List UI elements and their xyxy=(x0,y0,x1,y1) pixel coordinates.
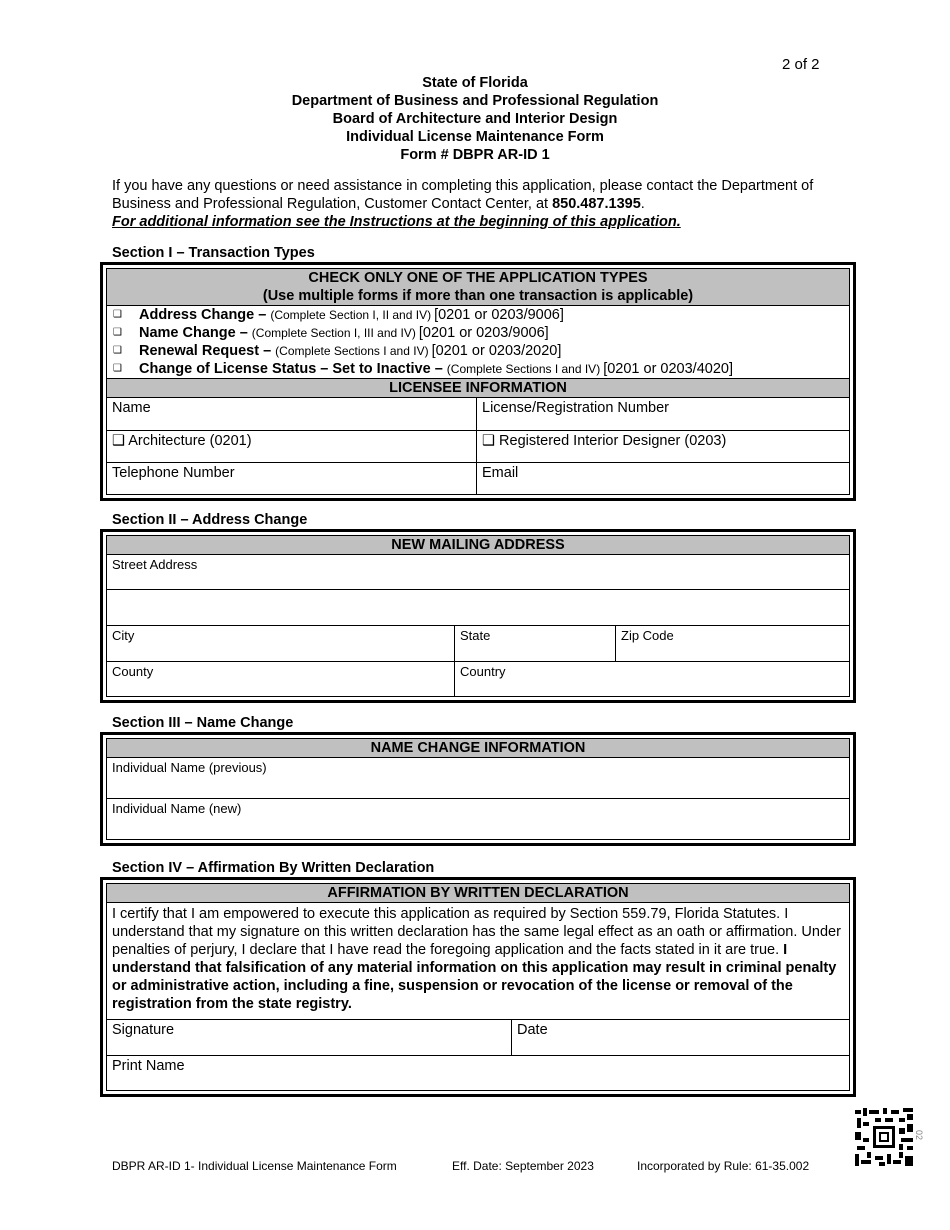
telephone-field[interactable]: Telephone Number xyxy=(112,465,235,481)
affirmation-band: AFFIRMATION BY WRITTEN DECLARATION xyxy=(107,884,849,903)
footer-effective-date: Eff. Date: September 2023 xyxy=(452,1159,594,1173)
type-renewal-request[interactable]: ❑ Renewal Request – (Complete Sections I and IV) [0201 or 0203/2020] xyxy=(113,343,562,359)
print-name-field[interactable]: Print Name xyxy=(112,1058,185,1074)
licensee-row-3 xyxy=(107,463,849,494)
county-field[interactable]: County xyxy=(112,664,154,679)
intro-text: If you have any questions or need assistance in completing this application, please contact the Department of Business and Professional Regulation, Customer Contact Center, at xyxy=(112,178,814,212)
type-set-inactive[interactable]: ❑ Change of License Status – Set to Inactive – (Complete Sections I and IV) [0201 or 0203/4020] xyxy=(113,361,733,377)
street-address-line2-field[interactable] xyxy=(107,590,849,625)
state-field[interactable]: State xyxy=(454,626,615,661)
street-address-field[interactable]: Street Address xyxy=(112,557,198,572)
barcode-icon xyxy=(855,1108,913,1166)
email-field[interactable]: Email xyxy=(476,463,849,494)
header-department: Department of Business and Professional Regulation xyxy=(291,93,659,109)
name-field[interactable]: Name xyxy=(112,400,151,416)
architecture-checkbox[interactable]: ❑ Architecture (0201) xyxy=(112,433,252,449)
form-header xyxy=(0,74,950,164)
intro-paragraph: If you have any questions or need assistance in completing this application, please contact the Department of Business and Professional Regulation, Customer Contact Center, at 850.487.1395. For additional information see the Instructions at the beginning of this application. xyxy=(112,178,814,230)
section4-label: Section IV – Affirmation By Written Declaration xyxy=(112,860,435,876)
licensee-info-band: LICENSEE INFORMATION xyxy=(107,379,849,398)
date-field[interactable]: Date xyxy=(511,1020,849,1055)
new-name-field[interactable]: Individual Name (new) xyxy=(112,801,242,816)
type-name-change[interactable]: ❑ Name Change – (Complete Section I, III and IV) [0201 or 0203/9006] xyxy=(113,325,549,341)
affirmation-text: I certify that I am empowered to execute this application as required by Section 559.79, Florida Statutes. I understand that my signature on this written declaration has the same legal effect as an oath or affirmation. Under penalties of perjury, I declare that I have read the foregoing application and the facts stated in it are true. I understand that falsification of any material information on this application may result in criminal penalty or administrative action, including a fine, suspension or revocation of the license or removal of the registration from the state registry. xyxy=(107,903,849,1020)
checkbox-icon[interactable]: ❑ xyxy=(113,327,122,338)
section4-box xyxy=(100,877,856,1097)
section1-label: Section I – Transaction Types xyxy=(112,245,315,261)
checkbox-icon[interactable]: ❑ xyxy=(113,345,122,356)
header-board: Board of Architecture and Interior Design xyxy=(332,111,618,127)
section3-box xyxy=(100,732,856,846)
page-number: 2 of 2 xyxy=(782,56,820,73)
name-change-band: NAME CHANGE INFORMATION xyxy=(107,739,849,758)
previous-name-field[interactable]: Individual Name (previous) xyxy=(112,760,267,775)
section2-box xyxy=(100,529,856,703)
application-types-band: CHECK ONLY ONE OF THE APPLICATION TYPES (Use multiple forms if more than one transaction is applicable) xyxy=(107,269,849,306)
zip-code-field[interactable]: Zip Code xyxy=(615,626,849,661)
checkbox-icon[interactable]: ❑ xyxy=(113,363,122,374)
checkbox-icon[interactable]: ❑ xyxy=(113,309,122,320)
section1-box xyxy=(100,262,856,501)
type-address-change[interactable]: ❑ Address Change – (Complete Section I, II and IV) [0201 or 0203/9006] xyxy=(113,307,564,323)
mailing-address-band: NEW MAILING ADDRESS xyxy=(107,536,849,555)
header-state: State of Florida xyxy=(422,75,528,91)
licensee-row-2 xyxy=(107,431,849,463)
country-field[interactable]: Country xyxy=(454,662,849,696)
city-field[interactable]: City xyxy=(112,628,135,643)
license-number-field[interactable]: License/Registration Number xyxy=(476,398,849,430)
interior-designer-checkbox[interactable]: ❑ Registered Interior Designer (0203) xyxy=(476,431,849,462)
instructions-note: For additional information see the Instructions at the beginning of this application. xyxy=(112,214,681,230)
header-form-title: Individual License Maintenance Form xyxy=(346,129,604,145)
footer-rule: Incorporated by Rule: 61-35.002 xyxy=(637,1159,810,1173)
footer-form-name: DBPR AR-ID 1- Individual License Maintenance Form xyxy=(112,1159,397,1173)
contact-phone: 850.487.1395 xyxy=(552,196,641,212)
side-tag: 02 xyxy=(914,1129,925,1141)
licensee-row-1 xyxy=(107,398,849,431)
section3-label: Section III – Name Change xyxy=(112,715,294,731)
transaction-types-list xyxy=(107,306,849,379)
section2-label: Section II – Address Change xyxy=(112,512,308,528)
affirmation-warning: I understand that falsification of any material information on this application may result in criminal penalty or administrative action, including a fine, suspension or revocation of the license or removal of the registration from the state registry. xyxy=(112,942,837,1012)
signature-field[interactable]: Signature xyxy=(112,1022,175,1038)
header-form-number: Form # DBPR AR-ID 1 xyxy=(400,147,550,163)
